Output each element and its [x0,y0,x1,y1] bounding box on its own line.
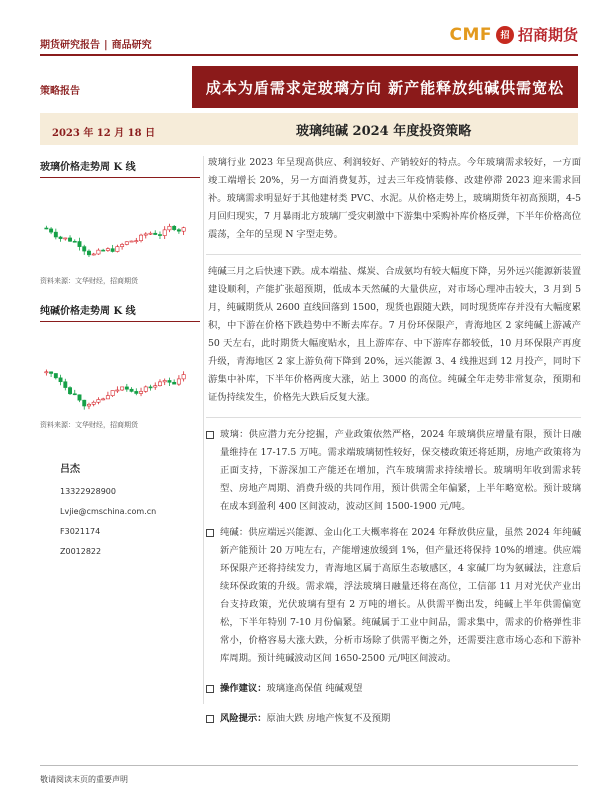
candle-body [182,375,185,379]
candle-body [116,390,119,391]
candle-body [177,230,180,232]
logo-text-en: CMF [449,24,492,45]
candle-body [158,382,161,386]
candle-body [87,404,90,406]
candle-body [130,241,133,242]
candle-body [135,391,138,393]
headline-banner: 成本为盾需求定玻璃方向 新产能释放纯碱供需宽松 [192,66,578,108]
bullet-glass-text: 玻璃：供应潜力充分挖掘，产业政策依然严格，2024 年玻璃供应增量有限，预计日融量维持在 17-17.5 万吨。需求端玻璃韧性较好，保交楼政策还将延期，房地产政策将为正面支持，下游深加工产能还在增加，汽车玻璃需求持续增长。玻璃明年收到需求转型、房地产周期、消费升级的共同作用，预计供需全年偏紧，上半年略宽松。预计玻璃在成本到盈利 400 区间波动，波动区间 1500-1900 元/吨。 [220,429,581,512]
document-title: 玻璃纯碱 2024 年度投资策略 [296,124,472,139]
candle-body [73,241,76,242]
candle-body [102,399,105,400]
candle-body [87,251,90,255]
header-separator: | [104,40,108,51]
bullet-risk [206,710,581,728]
paragraph-divider [206,254,581,255]
candle-body [68,238,71,241]
candle-body [173,382,176,384]
paragraph-soda-review: 纯碱三月之后快速下跌。成本端盐、煤炭、合成氨均有较大幅度下降，另外远兴能源新装置建设顺利，产能扩张超预期，低成本天然碱的大量供应，对市场心理冲击较大，3 月到 5 月，纯碱期货从 2600 直线回落到 1500，现货也跟随大跌，同时现货库存并没有大幅度累积，中下游在价格下跌趋势中不断去库存。7 月份环保限产，青海地区 2 家纯碱上游减产 50 天左右，此时期货大幅度贴水，且上游库存、中下游库存都较低，10 月环保限产再度升级，青海地区 2 家上游负荷下降到 20%，远兴能源 3、4 线推迟到 12 月投产，同时下游集中补库，下半年价格两度大涨，站上 3000 的高位。纯碱全年走势非常复杂，预期和证伪持续发生，价格先大跌后反复大涨。 [208,266,581,403]
operation-label: 操作建议： [220,683,267,694]
chart1-rule [40,177,200,178]
checkbox-square-icon [206,715,214,723]
candle-body [139,235,142,241]
candle-body [64,382,67,388]
candle-body [49,372,52,374]
analyst-phone: 13322928900 [60,487,116,496]
candle-body [45,228,48,229]
candle-body [168,380,171,382]
bullet-glass [206,426,581,516]
candle-body [173,226,176,229]
candle-body [59,237,62,239]
candle-body [139,391,142,393]
chart1-source: 资料来源：文华财经，招商期货 [40,277,138,285]
candle-body [177,379,180,384]
candle-body [149,387,152,388]
operation-text: 玻璃逢高保值 纯碱观望 [266,683,363,694]
header-divider [40,54,578,56]
header-category [40,36,152,51]
candle-body [106,249,109,251]
analyst-email[interactable]: Lvjie@cmschina.com.cn [60,507,157,516]
candle-body [64,238,67,239]
candle-body [135,241,138,242]
candle-body [68,388,71,394]
candle-body [125,242,128,245]
bullet-soda [206,524,581,668]
column-divider [203,156,204,704]
chart2-source: 资料来源：文华财经，招商期货 [40,421,138,429]
candle-body [59,378,62,382]
chart2-title: 纯碱价格走势周 K 线 [40,306,136,317]
candle-body [102,250,105,251]
candle-body [49,229,52,232]
bullet-soda-text: 纯碱：供应端远兴能源、金山化工大概率将在 2024 年释放供应量，虽然 2024 年纯碱新产能预计 20 万吨左右，产能增速放缓到 1%，但产量还将保持 10%的增速。供应端环保限产还将持续发力，青海地区属于高原生态敏感区，4 家碱厂均为氨碱法，注意后续环保政策的升级。需求端，浮法玻璃日融量还将在高位，工信部 11 月对光伏产业出台支持政策，光伏玻璃有望有 2 万吨的增长。从供需平衡出发，纯碱上半年供需偏宽松，下半年特别 7-10 月份偏紧。纯碱属于工业中间品，需求集中，需求的价格弹性非常小，价格容易大涨大跌，分析市场除了供需平衡之外，还需要注意市场心态和下游补库周期。预计纯碱波动区间 1650-2500 元/吨区间波动。 [220,527,581,664]
main-content [206,154,581,736]
candle-body [144,234,147,235]
candle-body [78,395,81,400]
bullet-operation [206,680,581,698]
candle-body [163,380,166,381]
candle-body [54,373,57,377]
chart1-title: 玻璃价格走势周 K 线 [40,162,136,173]
candle-body [154,386,157,387]
analyst-license-1: F3021174 [60,527,101,536]
analyst-license-2: Z0012822 [60,547,102,556]
soda-kline-chart [40,328,190,416]
candle-body [73,394,76,395]
candle-body [125,387,128,389]
candle-body [97,400,100,403]
candle-body [149,233,152,234]
glass-kline-chart [40,184,190,272]
candle-body [106,396,109,399]
candle-body [92,254,95,255]
candle-body [111,391,114,396]
analyst-contact [60,460,156,562]
candle-body [111,249,114,252]
candle-body [92,402,95,404]
risk-label: 风险提示： [220,713,267,724]
candle-body [182,228,185,231]
report-type: 策略报告 [40,86,80,97]
candle-body [144,387,147,392]
checkbox-square-icon [206,529,214,537]
risk-text: 原油大跌 房地产恢复不及预期 [266,713,391,724]
candle-body [168,226,171,230]
logo-seal-icon: 招 [496,26,514,44]
report-date: 2023 年 12 月 18 日 [52,128,156,139]
footer-disclaimer: 敬请阅读末页的重要声明 [40,775,128,784]
soda-kline-svg [40,328,190,416]
candle-body [45,372,48,373]
candle-body [120,244,123,246]
company-logo [449,24,578,45]
candle-body [163,230,166,236]
glass-kline-svg [40,184,190,272]
candle-body [78,242,81,247]
candle-body [158,235,161,236]
candle-body [83,400,86,406]
checkbox-square-icon [206,431,214,439]
sidebar [40,158,200,430]
candle-body [83,247,86,251]
candle-body [120,387,123,390]
header-category-a: 期货研究报告 [40,40,100,51]
checkbox-square-icon [206,685,214,693]
chart2-rule [40,321,200,322]
candle-body [154,233,157,234]
header-category-b: 商品研究 [111,40,152,51]
paragraph-glass-review: 玻璃行业 2023 年呈现高供应、利润较好、产销较好的特点。今年玻璃需求较好，一方面竣工端增长 20%，另一方面消费复苏，过去三年疫情装修、改建停滞 2023 迎来需求回补。玻璃需求明显好于其他建材类 PVC、水泥。从价格走势上，玻璃期货年初高预期，4-5 月回归现实，7 月暴雨北方玻璃厂受灾刺激中下游集中采购补库价格反弹，下半年价格高位震荡，全年的呈现 N 字型走势。 [208,157,581,240]
analyst-name: 吕杰 [60,464,80,475]
logo-text-cn: 招商期货 [517,26,578,44]
section-divider [206,417,581,418]
candle-body [116,247,119,252]
candle-body [97,250,100,254]
footer-divider [40,765,578,766]
candle-body [54,232,57,237]
candle-body [130,389,133,391]
